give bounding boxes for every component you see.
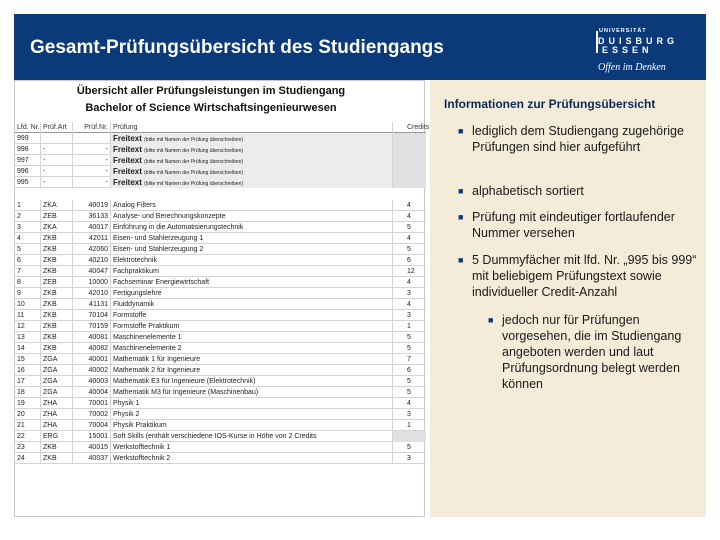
cell-credits: 5 [392, 376, 426, 387]
cell-exam-number: - [72, 177, 110, 188]
cell-credits: 5 [392, 222, 426, 233]
cell-credits: 3 [392, 409, 426, 420]
table-row [15, 244, 426, 255]
cell-exam-name [110, 155, 392, 166]
cell-exam-type: ZKB [40, 244, 72, 255]
table-gap [15, 188, 426, 199]
cell-credits: 4 [392, 299, 426, 310]
cell-credits: 5 [392, 343, 426, 354]
cell-credits: 4 [392, 398, 426, 409]
cell-credits: 5 [392, 244, 426, 255]
cell-exam-number: 15001 [72, 431, 110, 442]
logo-tagline: Offen im Denken [598, 62, 666, 73]
logo-line-2: ESSEN [602, 45, 653, 55]
table-row [15, 354, 426, 365]
cell-credits [392, 144, 426, 155]
info-bullet-text: 5 Dummyfächer mit lfd. Nr. „995 bis 999“ mit beliebigem Prüfungstext sowie individueller Credit-Anzahl [472, 253, 697, 299]
cell-credits: 3 [392, 288, 426, 299]
cell-exam-name: Fachseminar Energiewirtschaft [110, 277, 392, 288]
cell-exam-number: 40002 [72, 365, 110, 376]
cell-credits: 4 [392, 233, 426, 244]
cell-number: 20 [17, 411, 25, 418]
cell-number: 995 [17, 179, 29, 186]
cell-exam-type: ZKB [40, 332, 72, 343]
cell-exam-name: Werkstofftechnik 2 [110, 453, 392, 464]
cell-number: 11 [17, 312, 25, 319]
cell-exam-name: Physik Praktikum [110, 420, 392, 431]
cell-exam-number: 40047 [72, 266, 110, 277]
cell-exam-name: Eisen- und Stahlerzeugung 2 [110, 244, 392, 255]
table-row [15, 310, 426, 321]
info-bullet [458, 209, 702, 241]
cell-number: 13 [17, 334, 25, 341]
cell-number: 19 [17, 400, 25, 407]
cell-credits [392, 166, 426, 177]
info-bullet-text: Prüfung mit eindeutiger fortlaufender Nummer versehen [472, 210, 675, 240]
cell-exam-type: ZKB [40, 288, 72, 299]
cell-credits [392, 177, 426, 188]
slide-header [14, 14, 706, 80]
cell-credits [392, 431, 426, 442]
cell-exam-number: 40019 [72, 200, 110, 211]
cell-exam-number: 70001 [72, 398, 110, 409]
dummy-note: (bitte mit Namen der Prüfung überschreiben) [144, 170, 244, 176]
table-row [15, 387, 426, 398]
cell-exam-type: ZKB [40, 321, 72, 332]
cell-credits [392, 133, 426, 144]
bullet-square-icon: ■ [458, 126, 464, 136]
table-row [15, 321, 426, 332]
table-row [15, 431, 426, 442]
cell-number: 8 [17, 279, 21, 286]
dummy-row [15, 166, 426, 177]
cell-exam-type: ZHA [40, 398, 72, 409]
dummy-name: Freitext [113, 167, 142, 176]
column-header: Prüfung [110, 122, 392, 133]
cell-number: 998 [17, 146, 29, 153]
cell-exam-name: Fertigungslehre [110, 288, 392, 299]
cell-exam-number: - [72, 155, 110, 166]
dummy-name: Freitext [113, 178, 142, 187]
cell-number: 18 [17, 389, 25, 396]
cell-exam-type: ZKB [40, 233, 72, 244]
cell-credits: 4 [392, 277, 426, 288]
cell-exam-type: ZHA [40, 420, 72, 431]
dummy-note: (bitte mit Namen der Prüfung überschreiben) [144, 148, 244, 154]
table-row [15, 332, 426, 343]
table-row [15, 233, 426, 244]
dummy-name: Freitext [113, 145, 142, 154]
table-row [15, 409, 426, 420]
bullet-square-icon: ■ [488, 315, 494, 325]
cell-exam-number: 40037 [72, 453, 110, 464]
cell-exam-name: Analyse- und Berechnungskonzepte [110, 211, 392, 222]
cell-exam-number: 40210 [72, 255, 110, 266]
table-header-row [15, 122, 430, 133]
table-row [15, 255, 426, 266]
cell-exam-number: 40082 [72, 343, 110, 354]
cell-exam-name: Physik 1 [110, 398, 392, 409]
cell-credits: 6 [392, 255, 426, 266]
cell-exam-number: 70104 [72, 310, 110, 321]
cell-exam-type: ZGA [40, 387, 72, 398]
dummy-row [15, 133, 426, 144]
cell-exam-name: Werkstofftechnik 1 [110, 442, 392, 453]
cell-exam-name: Maschinenelemente 2 [110, 343, 392, 354]
cell-exam-type: ZKB [40, 343, 72, 354]
info-bullet [458, 252, 702, 300]
table-row [15, 211, 426, 222]
cell-exam-name [110, 144, 392, 155]
cell-number: 7 [17, 268, 21, 275]
cell-exam-name: Soft Skills (enthält verschiedene IOS-Kurse in Höhe von 2 Credits [110, 431, 392, 442]
cell-credits [392, 155, 426, 166]
dummy-row [15, 155, 426, 166]
table-row [15, 288, 426, 299]
cell-exam-number: 40017 [72, 222, 110, 233]
table-row [15, 343, 426, 354]
cell-exam-type: ZGA [40, 365, 72, 376]
cell-exam-type: ZEB [40, 277, 72, 288]
cell-number: 12 [17, 323, 25, 330]
cell-number: 9 [17, 290, 21, 297]
cell-exam-number: 40001 [72, 354, 110, 365]
cell-credits: 12 [392, 266, 426, 277]
cell-exam-name [110, 166, 392, 177]
cell-number: 3 [17, 224, 21, 231]
table-row [15, 453, 426, 464]
cell-exam-type: ZEB [40, 211, 72, 222]
info-bullet [458, 183, 702, 199]
cell-exam-type: ZKB [40, 442, 72, 453]
column-header: Prüf.Nr. [72, 122, 110, 133]
cell-exam-type: ZKB [40, 266, 72, 277]
table-row [15, 222, 426, 233]
cell-number: 997 [17, 157, 29, 164]
table-row [15, 200, 426, 211]
cell-credits: 4 [392, 200, 426, 211]
dummy-name: Freitext [113, 134, 142, 143]
cell-exam-number: 42060 [72, 244, 110, 255]
cell-exam-name: Fluiddynamik [110, 299, 392, 310]
info-panel-title: Informationen zur Prüfungsübersicht [444, 97, 656, 111]
cell-exam-number: 40003 [72, 376, 110, 387]
cell-exam-name: Physik 2 [110, 409, 392, 420]
cell-exam-name: Fachpraktikum [110, 266, 392, 277]
cell-exam-name: Formstoffe Praktikum [110, 321, 392, 332]
cell-exam-number: - [72, 144, 110, 155]
cell-number: 21 [17, 422, 25, 429]
info-bullet-text: alphabetisch sortiert [472, 184, 584, 198]
table-row [15, 420, 426, 431]
cell-exam-number: 40004 [72, 387, 110, 398]
cell-credits: 5 [392, 387, 426, 398]
cell-credits: 6 [392, 365, 426, 376]
cell-exam-number [72, 133, 110, 144]
cell-credits: 5 [392, 442, 426, 453]
cell-exam-type: ZKB [40, 255, 72, 266]
cell-number: 16 [17, 367, 25, 374]
cell-exam-number: 10000 [72, 277, 110, 288]
cell-exam-name: Elektrotechnik [110, 255, 392, 266]
cell-exam-type: - [40, 144, 72, 155]
exam-overview-table [14, 80, 430, 517]
cell-exam-type: ZKA [40, 222, 72, 233]
cell-exam-name [110, 133, 392, 144]
cell-exam-type: ZKB [40, 453, 72, 464]
cell-exam-name [110, 177, 392, 188]
cell-exam-type: ZKA [40, 200, 72, 211]
cell-exam-name: Mathematik 1 für Ingenieure [110, 354, 392, 365]
cell-exam-type: - [40, 177, 72, 188]
cell-exam-type [40, 133, 72, 144]
dummy-row [15, 144, 426, 155]
cell-exam-name: Formstoffe [110, 310, 392, 321]
table-row [15, 299, 426, 310]
cell-number: 4 [17, 235, 21, 242]
cell-number: 996 [17, 168, 29, 175]
dummy-name: Freitext [113, 156, 142, 165]
cell-exam-number: 40081 [72, 332, 110, 343]
cell-credits: 7 [392, 354, 426, 365]
logo-small-text: UNIVERSITÄT [599, 28, 647, 34]
table-title: Übersicht aller Prüfungsleistungen im Studiengang [76, 85, 346, 97]
cell-exam-number: 36133 [72, 211, 110, 222]
cell-exam-type: ZHA [40, 409, 72, 420]
cell-exam-number: 42011 [72, 233, 110, 244]
info-panel [430, 80, 706, 517]
cell-exam-type: - [40, 166, 72, 177]
bullet-square-icon: ■ [458, 255, 464, 265]
table-row [15, 442, 426, 453]
dummy-note: (bitte mit Namen der Prüfung überschreiben) [144, 159, 244, 165]
dummy-note: (bitte mit Namen der Prüfung überschreiben) [144, 181, 244, 187]
cell-exam-name: Maschinenelemente 1 [110, 332, 392, 343]
cell-exam-type: - [40, 155, 72, 166]
table-row [15, 266, 426, 277]
table-row [15, 365, 426, 376]
cell-exam-type: ZGA [40, 354, 72, 365]
cell-number: 999 [17, 135, 29, 142]
cell-exam-name: Mathematik 2 für Ingenieure [110, 365, 392, 376]
cell-number: 5 [17, 246, 21, 253]
slide-title: Gesamt-Prüfungsübersicht des Studiengangs [30, 37, 444, 58]
cell-exam-number: 70002 [72, 409, 110, 420]
cell-exam-number: 40015 [72, 442, 110, 453]
cell-number: 6 [17, 257, 21, 264]
cell-number: 10 [17, 301, 25, 308]
cell-number: 1 [17, 202, 21, 209]
cell-exam-name: Mathematik E3 für Ingenieure (Elektrotechnik) [110, 376, 392, 387]
cell-credits: 3 [392, 453, 426, 464]
table-row [15, 277, 426, 288]
logo-line-1: DUISBURG [598, 36, 679, 46]
bullet-square-icon: ■ [458, 186, 464, 196]
cell-exam-type: ZKB [40, 299, 72, 310]
table-row [15, 376, 426, 387]
info-sub-bullet-text: jedoch nur für Prüfungen vorgesehen, die im Studiengang angeboten werden und laut Prüfungsordnung belegt werden können [502, 313, 682, 391]
cell-number: 14 [17, 345, 25, 352]
cell-exam-number: 41131 [72, 299, 110, 310]
column-header: Prüf.Art [40, 122, 72, 133]
table-row [15, 398, 426, 409]
table-subtitle: Bachelor of Science Wirtschaftsingenieurwesen [85, 102, 337, 114]
cell-number: 2 [17, 213, 21, 220]
cell-exam-type: ERG [40, 431, 72, 442]
info-bullet [458, 123, 702, 155]
cell-exam-type: ZGA [40, 376, 72, 387]
cell-exam-number: - [72, 166, 110, 177]
cell-number: 15 [17, 356, 25, 363]
cell-credits: 4 [392, 211, 426, 222]
cell-exam-name: Mathematik M3 für Ingenieure (Maschinenbau) [110, 387, 392, 398]
bullet-square-icon: ■ [458, 212, 464, 222]
cell-number: 22 [17, 433, 25, 440]
column-header: Lfd. Nr. [17, 124, 40, 131]
cell-exam-name: Eisen- und Stahlerzeugung 1 [110, 233, 392, 244]
cell-exam-number: 70004 [72, 420, 110, 431]
cell-credits: 1 [392, 420, 426, 431]
dummy-note: (bitte mit Namen der Prüfung überschreiben) [144, 137, 244, 143]
cell-exam-type: ZKB [40, 310, 72, 321]
cell-exam-name: Einführung in die Automatisierungstechnik [110, 222, 392, 233]
cell-exam-name: Analog Filters [110, 200, 392, 211]
cell-number: 24 [17, 455, 25, 462]
dummy-row [15, 177, 426, 188]
cell-credits: 5 [392, 332, 426, 343]
cell-exam-number: 70159 [72, 321, 110, 332]
cell-number: 23 [17, 444, 25, 451]
cell-credits: 3 [392, 310, 426, 321]
cell-number: 17 [17, 378, 25, 385]
info-bullet-text: lediglich dem Studiengang zugehörige Prüfungen sind hier aufgeführt [472, 124, 684, 154]
cell-exam-number: 42010 [72, 288, 110, 299]
university-logo [596, 28, 706, 78]
column-header: Credits [392, 122, 426, 133]
cell-credits: 1 [392, 321, 426, 332]
info-sub-bullet [488, 312, 692, 392]
